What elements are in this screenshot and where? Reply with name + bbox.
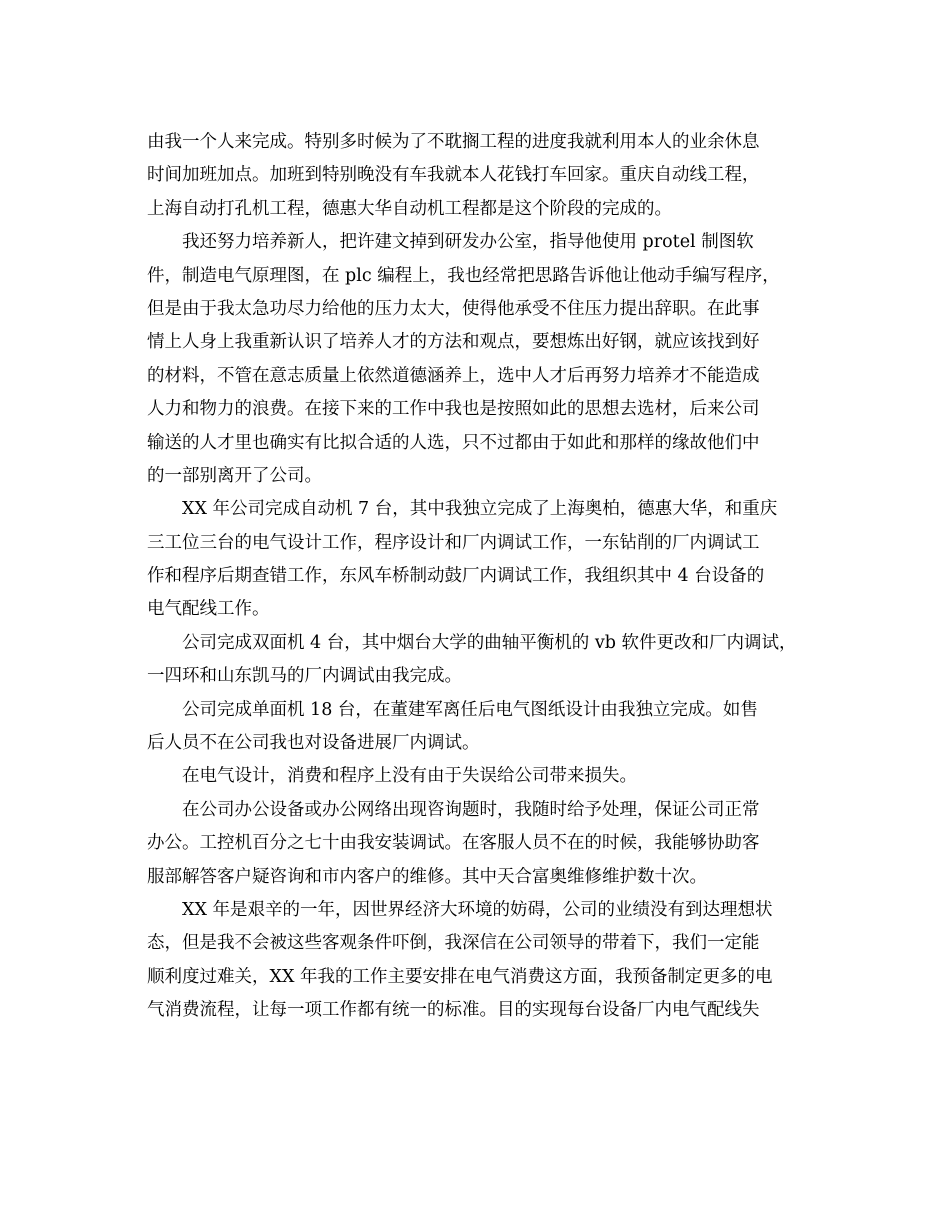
text-line: 人力和物力的浪费。在接下来的工作中我也是按照如此的思想去选材，后来公司 xyxy=(147,399,760,420)
text-line: 在公司办公设备或办公网络出现咨询题时，我随时给予处理，保证公司正常 xyxy=(182,799,760,820)
text-line: 办公。工控机百分之七十由我安装调试。在客服人员不在的时候，我能够协助客 xyxy=(147,833,760,854)
text-line: 公司完成双面机 4 台，其中烟台大学的曲轴平衡机的 vb 软件更改和厂内调试， xyxy=(182,632,797,653)
text-line: 公司完成单面机 18 台，在董建军离任后电气图纸设计由我独立完成。如售 xyxy=(182,699,758,720)
text-line: 时间加班加点。加班到特别晚没有车我就本人花钱打车回家。重庆自动线工程， xyxy=(147,165,760,186)
text-line: 的材料，不管在意志质量上依然道德涵养上，选中人才后再努力培养才不能造成 xyxy=(147,365,760,386)
text-line: 电气配线工作。 xyxy=(147,599,270,620)
text-line: 的一部别离开了公司。 xyxy=(147,465,322,486)
text-line: 情上人身上我重新认识了培养人才的方法和观点，要想炼出好钢，就应该找到好 xyxy=(147,332,760,353)
text-line: 气消费流程，让每一项工作都有统一的标准。目的实现每台设备厂内电气配线失 xyxy=(147,1000,760,1021)
text-line: 件，制造电气原理图，在 plc 编程上，我也经常把思路告诉他让他动手编写程序， xyxy=(147,265,780,286)
text-line: 后人员不在公司我也对设备进展厂内调试。 xyxy=(147,733,480,754)
text-line: 在电气设计，消费和程序上没有由于失误给公司带来损失。 xyxy=(182,766,637,787)
text-line: 作和程序后期查错工作，东风车桥制动鼓厂内调试工作，我组织其中 4 台设备的 xyxy=(147,566,765,587)
text-line: 三工位三台的电气设计工作，程序设计和厂内调试工作，一东钻削的厂内调试工 xyxy=(147,532,760,553)
text-line: 态，但是我不会被这些客观条件吓倒，我深信在公司领导的带着下，我们一定能 xyxy=(147,933,760,954)
text-line: 服部解答客户疑咨询和市内客户的维修。其中天合富奥维修维护数十次。 xyxy=(147,866,707,887)
text-line: XX 年是艰辛的一年，因世界经济大环境的妨碍，公司的业绩没有到达理想状 xyxy=(182,899,773,920)
text-line: 但是由于我太急功尽力给他的压力太大，使得他承受不住压力提出辞职。在此事 xyxy=(147,298,760,319)
text-line: 顺利度过难关，XX 年我的工作主要安排在电气消费这方面，我预备制定更多的电 xyxy=(147,966,773,987)
text-line: 我还努力培养新人，把许建文掉到研发办公室，指导他使用 protel 制图软 xyxy=(182,232,754,253)
text-line: XX 年公司完成自动机 7 台，其中我独立完成了上海奥柏，德惠大华，和重庆 xyxy=(182,499,778,520)
document-body xyxy=(147,126,812,1028)
text-line: 输送的人才里也确实有比拟合适的人选，只不过都由于如此和那样的缘故他们中 xyxy=(147,432,760,453)
text-line: 一四环和山东凯马的厂内调试由我完成。 xyxy=(147,666,462,687)
text-line: 由我一个人来完成。特别多时候为了不耽搁工程的进度我就利用本人的业余休息 xyxy=(147,132,760,152)
text-line: 上海自动打孔机工程，德惠大华自动机工程都是这个阶段的完成的。 xyxy=(147,198,672,219)
